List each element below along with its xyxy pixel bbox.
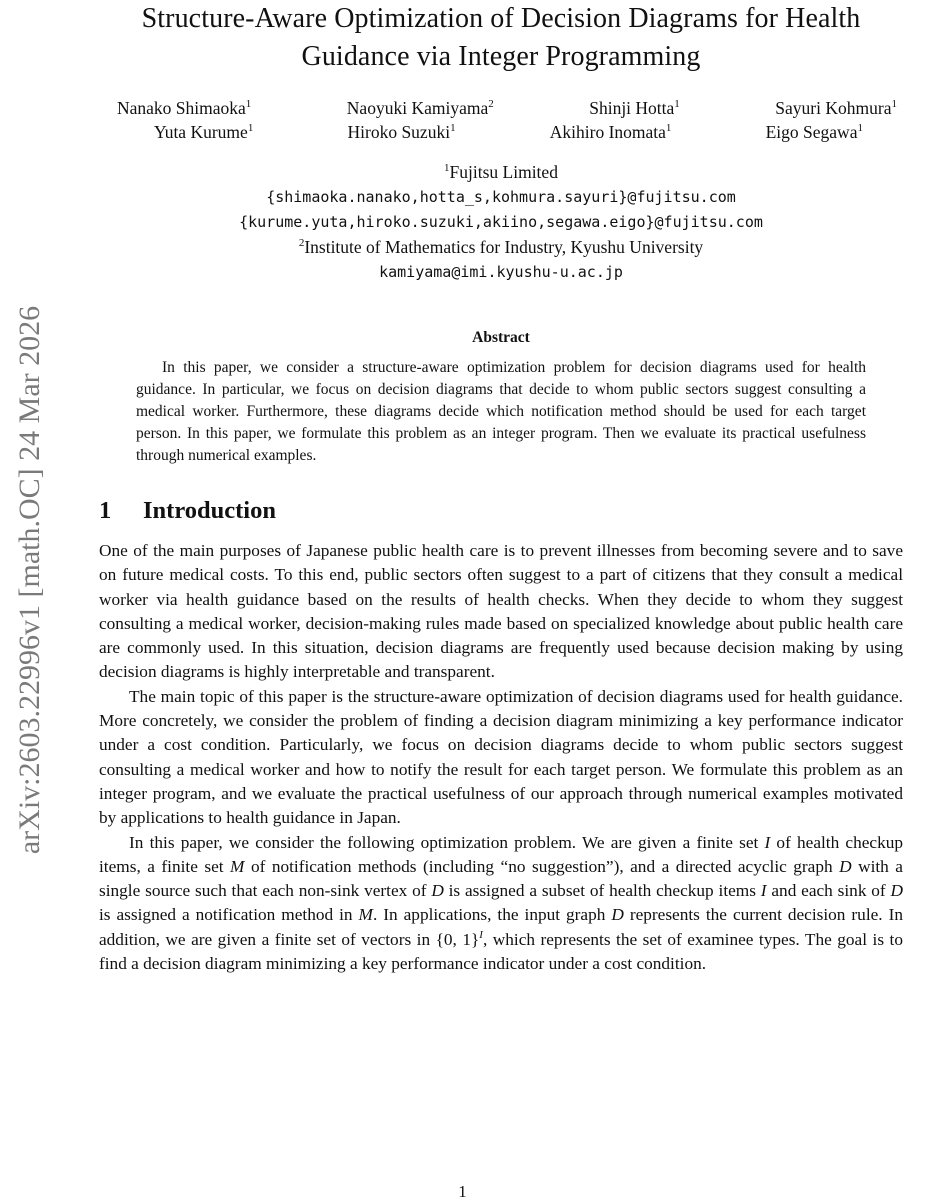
author-row-1: [99, 96, 903, 120]
author: Sayuri Kohmura$^1$: [775, 98, 897, 118]
paper-title: [99, 0, 903, 76]
arxiv-identifier: arXiv:2603.22996v1 [math.OC] 24 Mar 2026: [13, 305, 46, 855]
author: Yuta Kurume$^1$: [154, 122, 254, 142]
section-title: Introduction: [143, 497, 276, 524]
author: Naoyuki Kamiyama$^2$: [346, 98, 494, 118]
section-number: 1: [99, 497, 112, 524]
author: Nanako Shimaoka$^1$: [117, 98, 252, 118]
author: Eigo Segawa$^1$: [765, 122, 863, 142]
author-list: [99, 96, 903, 144]
title-line-1: Structure-Aware Optimization of Decision Diagrams for Health: [141, 3, 861, 34]
abstract: [136, 327, 866, 467]
author: Hiroko Suzuki$^1$: [347, 122, 456, 142]
email-line-2: {kurume.yuta,hiroko.suzuki,akiino,segawa.eigo}@fujitsu.com: [239, 213, 763, 231]
page-number: 1: [458, 1182, 467, 1201]
paragraph-1: One of the main purposes of Japanese public health care is to prevent illnesses from becoming severe and to save on future medical costs. To this end, public sectors often suggest to a part of citizens that they consult a medical worker via health guidance based on the results of health checks. When they decide to whom they suggest consulting a medical worker, decision-making rules made based on specialized knowledge about public health care are commonly used. In this situation, decision diagrams are frequently used because decision making by using decision diagrams is highly interpretable and transparent.: [99, 541, 903, 682]
author-row-2: [99, 120, 903, 144]
arxiv-sidebar: [0, 0, 60, 1200]
author: Shinji Hotta$^1$: [589, 98, 680, 118]
author: Akihiro Inomata$^1$: [549, 122, 672, 142]
paragraph-3: In this paper, we consider the following optimization problem. We are given a finite set I of health checkup items, a finite set M of notification methods (including “no suggestion”), and a directed acyclic graph D with a single source such that each non-sink vertex of D is assigned a subset of health checkup items I and each sink of D is assigned a notification method in M. In applications, the input graph D represents the current decision rule. In addition, we are given a finite set of vectors in {0, 1}$^I$, which represents the set of examinee types. The goal is to find a decision diagram minimizing a key performance indicator under a cost condition.: [99, 832, 903, 974]
section-heading: [99, 497, 903, 525]
paper-page: [99, 0, 903, 976]
abstract-heading: Abstract: [472, 329, 530, 346]
abstract-text: In this paper, we consider a structure-aware optimization problem for decision diagrams used for health guidance. In particular, we focus on decision diagrams that decide to whom public sectors suggest consulting a medical worker. Furthermore, these diagrams decide which notification method should be used for each target person. In this paper, we formulate this problem as an integer program. Then we evaluate its practical usefulness through numerical examples.: [136, 359, 866, 464]
title-line-2: Guidance via Integer Programming: [301, 41, 701, 72]
section-body: [99, 539, 903, 976]
affiliations: [99, 160, 903, 285]
paragraph-2: The main topic of this paper is the structure-aware optimization of decision diagrams used for health guidance. More concretely, we consider the problem of finding a decision diagram minimizing a key performance indicator under a cost condition. Particularly, we focus on decision diagrams decide to whom public sectors suggest consulting a medical worker and how to notify the result for each target person. We formulate this problem as an integer program, and we evaluate the practical usefulness of our approach through numerical examples motivated by applications to health guidance in Japan.: [99, 686, 903, 828]
affiliation-1: $^1$Fujitsu Limited: [444, 162, 558, 182]
email-line-1: {shimaoka.nanako,hotta_s,kohmura.sayuri}@fujitsu.com: [266, 188, 736, 206]
email-line-3: kamiyama@imi.kyushu-u.ac.jp: [379, 263, 623, 281]
affiliation-2: $^2$Institute of Mathematics for Industry, Kyushu University: [298, 237, 704, 257]
